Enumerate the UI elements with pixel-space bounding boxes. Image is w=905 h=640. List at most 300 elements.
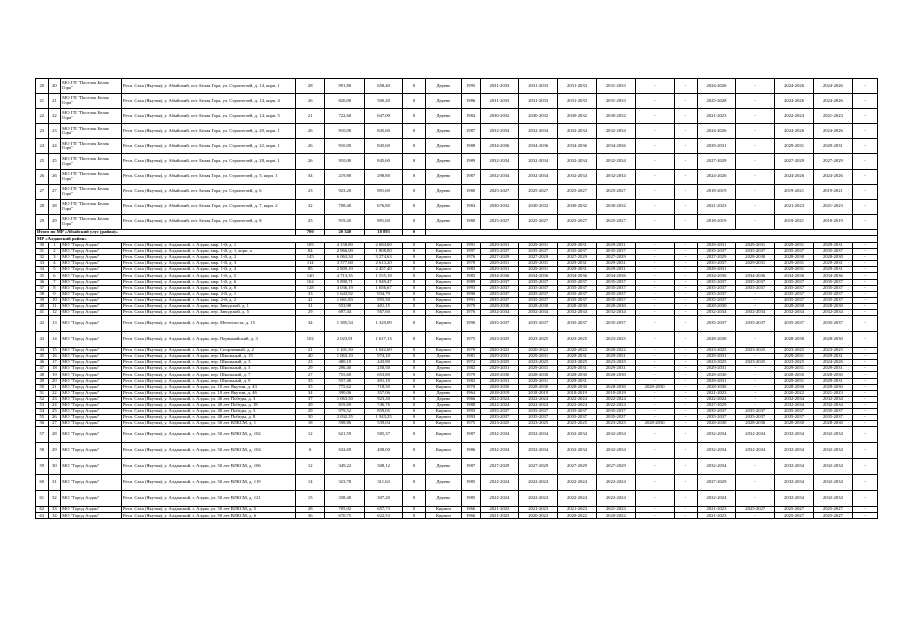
cell-municipality: МО "Город Алдан" bbox=[61, 360, 122, 366]
total-apartments-count: 700 bbox=[296, 229, 325, 236]
cell-period-extra: - bbox=[674, 297, 697, 303]
cell-row-number: 33 bbox=[36, 261, 49, 267]
cell-period-engineering: 2022-2024 bbox=[596, 402, 635, 408]
cell-period-sewer: 2032-2034 bbox=[813, 396, 852, 402]
cell-period-lift: - bbox=[736, 79, 775, 94]
cell-period-foundation: 2023-2025 bbox=[558, 421, 597, 427]
cell-period-lift: - bbox=[736, 169, 775, 184]
cell-period-sewer: 2035-2037 bbox=[813, 409, 852, 415]
cell-period-foundation: 2025-2027 bbox=[558, 214, 597, 229]
cell-living-area: 308,12 bbox=[365, 459, 403, 475]
cell-period-facade: 2035-2037 bbox=[519, 279, 558, 285]
table-row bbox=[36, 139, 878, 154]
cell-period-heating: - bbox=[635, 348, 674, 354]
cell-address: Респ. Саха (Якутия), у. Алданский, г. Алдан, пер. Школьный, д. 9 bbox=[121, 378, 295, 384]
cell-period-extra: - bbox=[674, 316, 697, 332]
cell-local-number: 9 bbox=[48, 291, 61, 297]
cell-period-extra: - bbox=[674, 443, 697, 459]
cell-period-lift: 2035-2037 bbox=[736, 415, 775, 421]
cell-living-area: 647,00 bbox=[365, 109, 403, 124]
cell-municipality: МО "Город Алдан" bbox=[61, 291, 122, 297]
cell-row-number: 48 bbox=[36, 372, 49, 378]
cell-period-water: 2032-2034 bbox=[775, 427, 814, 443]
cell-total-area: 755,60 bbox=[325, 372, 365, 378]
cell-total-area: 923,20 bbox=[325, 184, 365, 199]
cell-period-foundation: 2029-2031 bbox=[558, 366, 597, 372]
cell-period-engineering: 2022-2024 bbox=[596, 396, 635, 402]
cell-period-heating: - bbox=[635, 491, 674, 507]
cell-total-area: 4 036,19 bbox=[325, 285, 365, 291]
cell-address: Респ. Саха (Якутия), у. Абыйский, пгт. Белая Гора, ул. Строителей, д. 22, корп. 1 bbox=[121, 139, 295, 154]
cell-build-year: 1980 bbox=[461, 184, 480, 199]
cell-local-number: 27 bbox=[48, 421, 61, 427]
cell-period-roof: 2023-2025 bbox=[480, 421, 519, 427]
cell-period-foundation: 2028-2030 bbox=[558, 372, 597, 378]
cell-wall-material: Дерево bbox=[426, 366, 462, 372]
cell-row-number: 26 bbox=[36, 169, 49, 184]
cell-nonresidential-area: 0 bbox=[402, 360, 425, 366]
cell-local-number: 5 bbox=[48, 267, 61, 273]
cell-period-foundation: 2035-2037 bbox=[558, 279, 597, 285]
cell-period-electric: 2024-2026 bbox=[697, 79, 736, 94]
cell-address: Респ. Саха (Якутия), у. Алданский, г. Алдан, пер. Школьный, д. 7 bbox=[121, 372, 295, 378]
cell-period-foundation: 2023-2025 bbox=[558, 360, 597, 366]
cell-municipality: МО ГП "Поселок Белая Гора" bbox=[61, 79, 122, 94]
cell-period-heating: - bbox=[635, 475, 674, 491]
cell-period-sewer: 2035-2037 bbox=[813, 249, 852, 255]
table-row bbox=[36, 169, 878, 184]
cell-municipality: МО "Город Алдан" bbox=[61, 285, 122, 291]
cell-wall-material: Дерево bbox=[426, 390, 462, 396]
cell-period-lift: - bbox=[736, 154, 775, 169]
cell-period-engineering: 2028-2030 bbox=[596, 384, 635, 390]
cell-wall-material: Кирпич bbox=[426, 421, 462, 427]
cell-apartments-count: 128 bbox=[296, 285, 325, 291]
cell-period-water: 2024-2026 bbox=[775, 79, 814, 94]
cell-period-electric: 2021-2023 bbox=[697, 109, 736, 124]
cell-period-lift: - bbox=[736, 199, 775, 214]
cell-period-heating: - bbox=[635, 184, 674, 199]
cell-period-electric: 2021-2023 bbox=[697, 390, 736, 396]
cell-build-year: 1986 bbox=[461, 94, 480, 109]
cell-period-lift: 2034-2036 bbox=[736, 273, 775, 279]
cell-period-roof: 2035-2037 bbox=[480, 316, 519, 332]
cell-build-year: 1988 bbox=[461, 139, 480, 154]
cell-build-year: 1975 bbox=[461, 332, 480, 348]
cell-period-extra: - bbox=[674, 273, 697, 279]
cell-period-other: - bbox=[852, 507, 877, 513]
cell-build-year: 1990 bbox=[461, 291, 480, 297]
cell-apartments-count: 25 bbox=[296, 214, 325, 229]
cell-period-engineering: 2035-2037 bbox=[596, 415, 635, 421]
cell-living-area: 955,50 bbox=[365, 297, 403, 303]
cell-municipality: МО "Город Алдан" bbox=[61, 249, 122, 255]
cell-period-lift: - bbox=[736, 475, 775, 491]
cell-period-extra: - bbox=[674, 255, 697, 261]
cell-period-foundation: 2034-2036 bbox=[558, 139, 597, 154]
cell-row-number: 60 bbox=[36, 475, 49, 491]
table-row bbox=[36, 427, 878, 443]
cell-local-number: 6 bbox=[48, 273, 61, 279]
cell-nonresidential-area: 0 bbox=[402, 348, 425, 354]
cell-apartments-count: 145 bbox=[296, 255, 325, 261]
cell-address: Респ. Саха (Якутия), у. Абыйский, пгт. Белая Гора, ул. Строителей, д. 14, корп. 1 bbox=[121, 79, 295, 94]
cell-period-heating: - bbox=[635, 415, 674, 421]
cell-period-water: 2028-2030 bbox=[775, 421, 814, 427]
cell-period-extra: - bbox=[674, 279, 697, 285]
cell-period-extra: - bbox=[674, 261, 697, 267]
cell-wall-material: Кирпич bbox=[426, 249, 462, 255]
cell-total-area: 4 158,80 bbox=[325, 242, 365, 248]
cell-row-number: 29 bbox=[36, 214, 49, 229]
cell-period-roof: 2031-2033 bbox=[480, 79, 519, 94]
cell-period-roof: 2035-2037 bbox=[480, 249, 519, 255]
cell-living-area: 1 656,67 bbox=[365, 285, 403, 291]
cell-apartments-count: 85 bbox=[296, 267, 325, 273]
cell-period-engineering: 2020-2022 bbox=[596, 513, 635, 519]
cell-living-area: 2 613,20 bbox=[365, 261, 403, 267]
cell-period-roof: 2032-2034 bbox=[480, 154, 519, 169]
cell-nonresidential-area: 0 bbox=[402, 475, 425, 491]
cell-period-electric: 2024-2026 bbox=[697, 124, 736, 139]
cell-period-engineering: 2035-2037 bbox=[596, 285, 635, 291]
cell-build-year: 1981 bbox=[461, 354, 480, 360]
cell-period-sewer: 2024-2026 bbox=[813, 94, 852, 109]
cell-row-number: 24 bbox=[36, 139, 49, 154]
cell-period-heating: - bbox=[635, 316, 674, 332]
cell-apartments-count: 35 bbox=[296, 384, 325, 390]
cell-address: Респ. Саха (Якутия), у. Алданский, г. Алдан, мкр. 1-й, д. 1, корп. а bbox=[121, 249, 295, 255]
cell-period-lift: 2028-2030 bbox=[736, 255, 775, 261]
cell-period-sewer: 2024-2026 bbox=[813, 79, 852, 94]
cell-living-area: 622,53 bbox=[365, 513, 403, 519]
cell-municipality: МО "Город Алдан" bbox=[61, 297, 122, 303]
cell-living-area: 298,80 bbox=[365, 169, 403, 184]
cell-period-extra: - bbox=[674, 267, 697, 273]
cell-period-engineering: 2035-2037 bbox=[596, 409, 635, 415]
cell-row-number: 46 bbox=[36, 360, 49, 366]
cell-period-heating: - bbox=[635, 402, 674, 408]
cell-period-water: 2023-2025 bbox=[775, 360, 814, 366]
cell-local-number: 32 bbox=[48, 491, 61, 507]
cell-total-area: 390,06 bbox=[325, 390, 365, 396]
cell-row-number: 45 bbox=[36, 354, 49, 360]
cell-period-roof: 2029-2031 bbox=[480, 366, 519, 372]
cell-period-extra: - bbox=[674, 291, 697, 297]
total-label: Итого по МР «Абыйский улус (район)» bbox=[36, 229, 296, 236]
cell-period-water: 2028-2030 bbox=[775, 372, 814, 378]
cell-row-number: 42 bbox=[36, 316, 49, 332]
cell-municipality: МО ГП "Поселок Белая Гора" bbox=[61, 199, 122, 214]
cell-period-sewer: 2032-2034 bbox=[813, 491, 852, 507]
cell-period-lift: - bbox=[736, 303, 775, 309]
cell-row-number: 31 bbox=[36, 249, 49, 255]
cell-period-extra: - bbox=[674, 354, 697, 360]
cell-local-number: 21 bbox=[48, 94, 61, 109]
cell-living-area: 658,40 bbox=[365, 79, 403, 94]
cell-period-lift: - bbox=[736, 184, 775, 199]
cell-period-electric: 2029-2031 bbox=[697, 366, 736, 372]
cell-period-facade: 2023-2025 bbox=[519, 421, 558, 427]
cell-living-area: 307,20 bbox=[365, 491, 403, 507]
table-row bbox=[36, 475, 878, 491]
cell-local-number: 18 bbox=[48, 366, 61, 372]
cell-wall-material: Кирпич bbox=[426, 348, 462, 354]
cell-total-area: 919,20 bbox=[325, 214, 365, 229]
cell-build-year: 1991 bbox=[461, 297, 480, 303]
cell-municipality: МО "Город Алдан" bbox=[61, 261, 122, 267]
cell-period-electric: 2022-2024 bbox=[697, 491, 736, 507]
cell-nonresidential-area: 0 bbox=[402, 415, 425, 421]
cell-local-number: 7 bbox=[48, 279, 61, 285]
cell-row-number: 55 bbox=[36, 415, 49, 421]
cell-period-facade: 2020-2022 bbox=[519, 348, 558, 354]
cell-period-foundation: 2025-2027 bbox=[558, 184, 597, 199]
cell-period-electric: 2034-2036 bbox=[697, 273, 736, 279]
cell-total-area: 632,69 bbox=[325, 443, 365, 459]
cell-address: Респ. Саха (Якутия), у. Алданский, г. Алдан, мкр. 2-й, д. 2 bbox=[121, 297, 295, 303]
cell-period-water: 2028-2030 bbox=[775, 332, 814, 348]
cell-period-engineering: 2023-2025 bbox=[596, 421, 635, 427]
cell-total-area: 705,92 bbox=[325, 507, 365, 513]
cell-period-engineering: 2018-2019 bbox=[596, 390, 635, 396]
cell-living-area: 891,60 bbox=[365, 184, 403, 199]
cell-build-year: 1987 bbox=[461, 459, 480, 475]
cell-address: Респ. Саха (Якутия), у. Алданский, г. Алдан, ул. 10 лет Якутии, д. 43 bbox=[121, 384, 295, 390]
cell-local-number: 24 bbox=[48, 402, 61, 408]
cell-row-number: 21 bbox=[36, 94, 49, 109]
cell-period-heating: - bbox=[635, 390, 674, 396]
cell-total-area: 219,80 bbox=[325, 169, 365, 184]
cell-total-area: 1 063,50 bbox=[325, 396, 365, 402]
cell-wall-material: Кирпич bbox=[426, 409, 462, 415]
cell-row-number: 23 bbox=[36, 124, 49, 139]
cell-period-foundation: 2022-2024 bbox=[558, 491, 597, 507]
cell-period-foundation: 2028-2030 bbox=[558, 384, 597, 390]
cell-period-other: - bbox=[852, 316, 877, 332]
cell-address: Респ. Саха (Якутия), у. Алданский, г. Алдан, ул. 50 лет ВЛКСМ, д. 106 bbox=[121, 459, 295, 475]
cell-period-extra: - bbox=[674, 309, 697, 315]
cell-municipality: МО "Город Алдан" bbox=[61, 396, 122, 402]
cell-row-number: 56 bbox=[36, 421, 49, 427]
cell-period-other: - bbox=[852, 249, 877, 255]
cell-period-lift: 2035-2037 bbox=[736, 409, 775, 415]
cell-address: Респ. Саха (Якутия), у. Алданский, г. Алдан, мкр. 1-й, д. 1 bbox=[121, 242, 295, 248]
cell-period-electric: 2027-2029 bbox=[697, 475, 736, 491]
cell-nonresidential-area: 0 bbox=[402, 513, 425, 519]
cell-period-facade: 2022-2024 bbox=[519, 402, 558, 408]
cell-period-roof: 2029-2031 bbox=[480, 242, 519, 248]
cell-living-area: 676,80 bbox=[365, 199, 403, 214]
cell-living-area: 845,60 bbox=[365, 154, 403, 169]
cell-period-facade: 2023-2025 bbox=[519, 360, 558, 366]
cell-living-area: 718,50 bbox=[365, 384, 403, 390]
cell-period-electric: 2023-2025 bbox=[697, 348, 736, 354]
cell-period-facade: 2022-2024 bbox=[519, 396, 558, 402]
cell-address: Респ. Саха (Якутия), у. Алданский, г. Алдан, пер. Первомайский, д. 3 bbox=[121, 332, 295, 348]
cell-nonresidential-area: 0 bbox=[402, 297, 425, 303]
cell-wall-material: Дерево bbox=[426, 154, 462, 169]
cell-period-foundation: 2022-2024 bbox=[558, 475, 597, 491]
cell-municipality: МО "Город Алдан" bbox=[61, 475, 122, 491]
cell-wall-material: Кирпич bbox=[426, 297, 462, 303]
cell-nonresidential-area: 0 bbox=[402, 507, 425, 513]
cell-living-area: 500,20 bbox=[365, 94, 403, 109]
cell-period-foundation: 2020-2022 bbox=[558, 513, 597, 519]
cell-period-roof: 2030-2032 bbox=[480, 109, 519, 124]
cell-total-area: 910,00 bbox=[325, 124, 365, 139]
cell-period-other: - bbox=[852, 443, 877, 459]
cell-period-engineering: 2029-2031 bbox=[596, 261, 635, 267]
cell-total-area: 557,40 bbox=[325, 378, 365, 384]
cell-living-area: 1 329,09 bbox=[365, 316, 403, 332]
cell-period-foundation: 2028-2030 bbox=[558, 303, 597, 309]
cell-period-extra: - bbox=[674, 169, 697, 184]
cell-period-other: - bbox=[852, 261, 877, 267]
cell-period-electric: 2032-2034 bbox=[697, 309, 736, 315]
cell-period-roof: 2029-2031 bbox=[480, 354, 519, 360]
cell-total-area: 5 890,71 bbox=[325, 279, 365, 285]
cell-period-extra: - bbox=[674, 396, 697, 402]
cell-apartments-count: 49 bbox=[296, 402, 325, 408]
cell-period-other: - bbox=[852, 242, 877, 248]
cell-living-area: 657,73 bbox=[365, 507, 403, 513]
cell-period-extra: - bbox=[674, 242, 697, 248]
cell-period-heating: 2028-2030 bbox=[635, 421, 674, 427]
cell-municipality: МО "Город Алдан" bbox=[61, 513, 122, 519]
cell-period-sewer: 2029-2031 bbox=[813, 242, 852, 248]
cell-period-roof: 2031-2033 bbox=[480, 94, 519, 109]
cell-municipality: МО ГП "Поселок Белая Гора" bbox=[61, 124, 122, 139]
cell-period-roof: 2028-2030 bbox=[480, 303, 519, 309]
cell-period-roof: 2032-2034 bbox=[480, 443, 519, 459]
cell-period-other: - bbox=[852, 513, 877, 519]
cell-period-heating: 2028-2030 bbox=[635, 384, 674, 390]
cell-period-roof: 2034-2036 bbox=[480, 273, 519, 279]
cell-period-engineering: 2035-2037 bbox=[596, 297, 635, 303]
cell-municipality: МО "Город Алдан" bbox=[61, 242, 122, 248]
cell-apartments-count: 21 bbox=[296, 109, 325, 124]
cell-period-facade: 2025-2027 bbox=[519, 184, 558, 199]
cell-wall-material: Дерево bbox=[426, 139, 462, 154]
cell-period-sewer: 2028-2030 bbox=[813, 332, 852, 348]
cell-apartments-count: 30 bbox=[296, 415, 325, 421]
cell-period-extra: - bbox=[674, 348, 697, 354]
cell-period-facade: 2023-2025 bbox=[519, 332, 558, 348]
cell-local-number: 11 bbox=[48, 303, 61, 309]
cell-period-other: - bbox=[852, 491, 877, 507]
cell-period-foundation: 2029-2031 bbox=[558, 354, 597, 360]
table-row bbox=[36, 79, 878, 94]
cell-period-lift: - bbox=[736, 384, 775, 390]
cell-period-electric: 2028-2030 bbox=[697, 384, 736, 390]
cell-wall-material: Дерево bbox=[426, 214, 462, 229]
cell-build-year: 1991 bbox=[461, 242, 480, 248]
cell-period-electric: 2027-2029 bbox=[697, 154, 736, 169]
cell-period-roof: 2020-2022 bbox=[480, 348, 519, 354]
cell-period-other: - bbox=[852, 154, 877, 169]
cell-period-electric: 2029-2031 bbox=[697, 267, 736, 273]
cell-wall-material: Кирпич bbox=[426, 285, 462, 291]
cell-period-heating: - bbox=[635, 255, 674, 261]
cell-period-electric: 2025-2028 bbox=[697, 94, 736, 109]
cell-period-roof: 2029-2031 bbox=[480, 378, 519, 384]
cell-municipality: МО "Город Алдан" bbox=[61, 384, 122, 390]
cell-apartments-count: 21 bbox=[296, 348, 325, 354]
cell-living-area: 311,63 bbox=[365, 475, 403, 491]
cell-period-engineering: 2032-2034 bbox=[596, 443, 635, 459]
cell-period-engineering: 2034-2036 bbox=[596, 139, 635, 154]
cell-period-heating: - bbox=[635, 273, 674, 279]
cell-period-engineering: - bbox=[596, 378, 635, 384]
cell-municipality: МО ГП "Поселок Белая Гора" bbox=[61, 154, 122, 169]
cell-wall-material: Дерево bbox=[426, 475, 462, 491]
cell-period-sewer: 2024-2026 bbox=[813, 169, 852, 184]
cell-period-roof: 2021-2023 bbox=[480, 513, 519, 519]
cell-period-sewer: 2023-2025 bbox=[813, 348, 852, 354]
cell-period-heating: - bbox=[635, 291, 674, 297]
cell-period-sewer: 2019-2021 bbox=[813, 184, 852, 199]
cell-period-roof: 2035-2037 bbox=[480, 291, 519, 297]
cell-period-electric: 2035-2037 bbox=[697, 297, 736, 303]
cell-nonresidential-area: 0 bbox=[402, 184, 425, 199]
cell-period-roof: 2023-2025 bbox=[480, 332, 519, 348]
cell-period-electric: 2035-2037 bbox=[697, 409, 736, 415]
table-row bbox=[36, 214, 878, 229]
cell-address: Респ. Саха (Якутия), у. Алданский, г. Алдан, мкр. 2-й, д. 1 bbox=[121, 291, 295, 297]
cell-row-number: 47 bbox=[36, 366, 49, 372]
register-table-page bbox=[35, 78, 878, 519]
cell-period-sewer: 2035-2037 bbox=[813, 285, 852, 291]
cell-nonresidential-area: 0 bbox=[402, 242, 425, 248]
cell-period-electric: 2029-2031 bbox=[697, 139, 736, 154]
cell-period-engineering: 2032-2034 bbox=[596, 427, 635, 443]
cell-period-lift: - bbox=[736, 214, 775, 229]
cell-address: Респ. Саха (Якутия), у. Алданский, г. Алдан, ул. 50 лет ВЛКСМ, д. 121 bbox=[121, 491, 295, 507]
cell-period-facade: 2032-2034 bbox=[519, 427, 558, 443]
housing-register-table bbox=[35, 78, 878, 519]
cell-wall-material: Дерево bbox=[426, 124, 462, 139]
cell-address: Респ. Саха (Якутия), у. Абыйский, пгт. Белая Гора, ул. Строителей, д. 7, корп. 2 bbox=[121, 199, 295, 214]
cell-municipality: МО "Город Алдан" bbox=[61, 459, 122, 475]
cell-period-facade: 2031-2033 bbox=[519, 79, 558, 94]
cell-nonresidential-area: 0 bbox=[402, 459, 425, 475]
cell-build-year: 1988 bbox=[461, 402, 480, 408]
cell-nonresidential-area: 0 bbox=[402, 396, 425, 402]
cell-address: Респ. Саха (Якутия), у. Алданский, г. Алдан, пер. Спортивный, д. 2 bbox=[121, 348, 295, 354]
cell-nonresidential-area: 0 bbox=[402, 154, 425, 169]
cell-period-water: 2035-2037 bbox=[775, 249, 814, 255]
cell-address: Респ. Саха (Якутия), у. Алданский, г. Алдан, мкр. 1-й, д. 3 bbox=[121, 261, 295, 267]
cell-row-number: 61 bbox=[36, 491, 49, 507]
cell-wall-material: Дерево bbox=[426, 79, 462, 94]
cell-period-lift: - bbox=[736, 491, 775, 507]
cell-nonresidential-area: 0 bbox=[402, 267, 425, 273]
cell-row-number: 59 bbox=[36, 459, 49, 475]
table-row bbox=[36, 513, 878, 519]
cell-period-extra: - bbox=[674, 507, 697, 513]
cell-local-number: 22 bbox=[48, 109, 61, 124]
cell-address: Респ. Саха (Якутия), у. Алданский, г. Алдан, ул. 50 лет ВЛКСМ, д. 119 bbox=[121, 475, 295, 491]
cell-period-water: 2029-2031 bbox=[775, 354, 814, 360]
cell-period-extra: - bbox=[674, 303, 697, 309]
cell-period-foundation: 2035-2037 bbox=[558, 249, 597, 255]
cell-period-electric: 2032-2034 bbox=[697, 427, 736, 443]
cell-address: Респ. Саха (Якутия), у. Абыйский, пгт. Белая Гора, ул. Строителей, д. 28, корп. 1 bbox=[121, 154, 295, 169]
cell-living-area: 859,05 bbox=[365, 409, 403, 415]
cell-period-engineering: 2028-2030 bbox=[596, 303, 635, 309]
cell-municipality: МО ГП "Поселок Белая Гора" bbox=[61, 139, 122, 154]
